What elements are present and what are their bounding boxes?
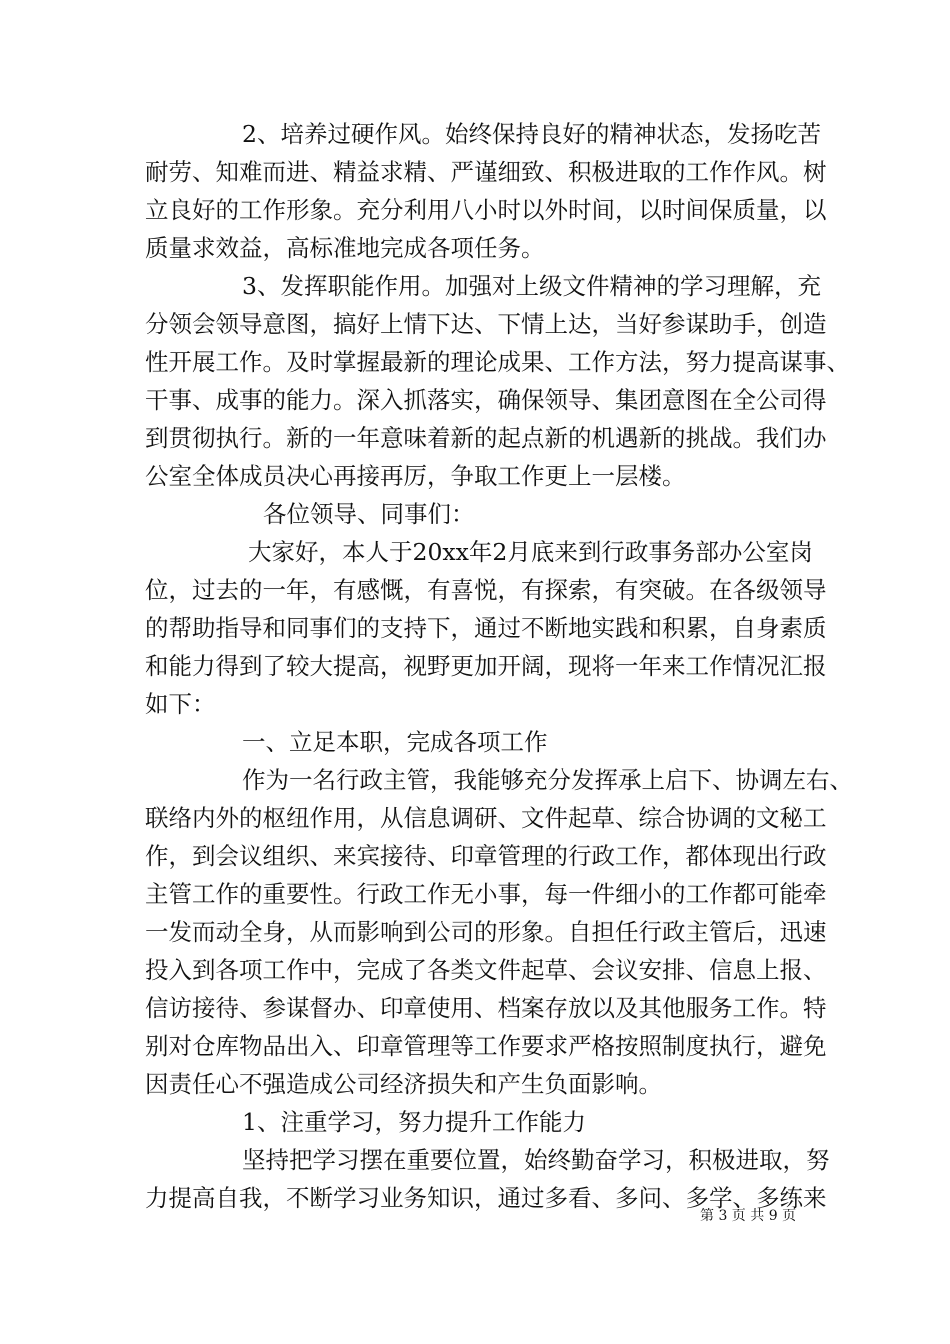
text-line: 一发而动全身，从而影响到公司的形象。自担任行政主管后，迅速 [145,918,827,946]
text-line: 作为一名行政主管，我能够充分发挥承上启下、协调左右、 [242,766,853,794]
text-line: 主管工作的重要性。行政工作无小事，每一件细小的工作都可能牵 [145,880,827,908]
section-heading: 一、立足本职，完成各项工作 [242,728,548,756]
text-line: 信访接待、参谋督办、印章使用、档案存放以及其他服务工作。特 [145,994,827,1022]
text-line: 作，到会议组织、来宾接待、印章管理的行政工作，都体现出行政 [145,842,827,870]
text-line: 立良好的工作形象。充分利用八小时以外时间，以时间保质量，以 [145,196,827,224]
salutation: 各位领导、同事们： [263,500,475,528]
text-line: 投入到各项工作中，完成了各类文件起草、会议安排、信息上报、 [145,956,827,984]
text-line: 耐劳、知难而进、精益求精、严谨细致、积极进取的工作作风。树 [145,158,827,186]
text-line: 力提高自我，不断学习业务知识，通过多看、多问、多学、多练来 [145,1184,827,1212]
text-line: 如下： [145,690,216,718]
text-line: 3、发挥职能作用。加强对上级文件精神的学习理解，充 [242,272,821,300]
text-line: 到贯彻执行。新的一年意味着新的起点新的机遇新的挑战。我们办 [145,424,827,452]
text-line: 联络内外的枢纽作用，从信息调研、文件起草、综合协调的文秘工 [145,804,827,832]
text-line: 别对仓库物品出入、印章管理等工作要求严格按照制度执行，避免 [145,1032,827,1060]
text-line: 和能力得到了较大提高，视野更加开阔，现将一年来工作情况汇报 [145,652,827,680]
text-line: 公室全体成员决心再接再厉，争取工作更上一层楼。 [145,462,686,490]
text-line: 分领会领导意图，搞好上情下达、下情上达，当好参谋助手，创造 [145,310,827,338]
text-line: 的帮助指导和同事们的支持下，通过不断地实践和积累，自身素质 [145,614,827,642]
text-line: 因责任心不强造成公司经济损失和产生负面影响。 [145,1070,662,1098]
page-number-footer: 第 3 页 共 9 页 [700,1208,797,1224]
text-line: 大家好，本人于20xx年2月底来到行政事务部办公室岗 [248,538,813,566]
text-line: 干事、成事的能力。深入抓落实，确保领导、集团意图在全公司得 [145,386,827,414]
text-line: 位，过去的一年，有感慨，有喜悦，有探索，有突破。在各级领导 [145,576,827,604]
text-line: 坚持把学习摆在重要位置，始终勤奋学习，积极进取，努 [242,1146,830,1174]
subsection-heading: 1、注重学习，努力提升工作能力 [242,1108,586,1136]
text-line: 2、培养过硬作风。始终保持良好的精神状态，发扬吃苦 [242,120,821,148]
text-line: 质量求效益，高标准地完成各项任务。 [145,234,545,262]
text-line: 性开展工作。及时掌握最新的理论成果、工作方法，努力提高谋事、 [145,348,850,376]
